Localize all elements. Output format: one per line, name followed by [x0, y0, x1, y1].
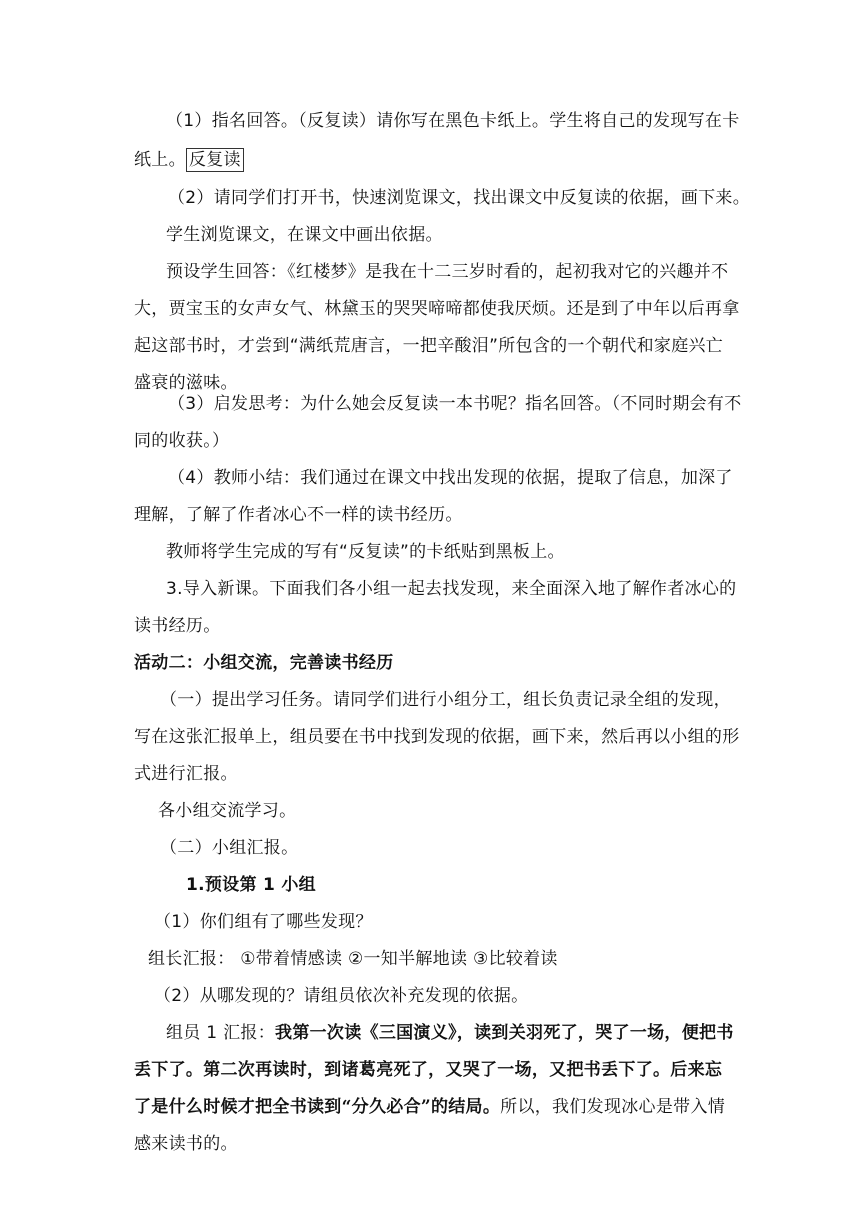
- paragraph-4-line-4: 盛衰的滋味。: [134, 373, 238, 393]
- paragraph-16-line-2: 丢下了。第二次再读时，到诸葛亮死了，又哭了一场，又把书丢下了。后来忘: [134, 1060, 723, 1080]
- paragraph-16-prefix: 组员 1 汇报：: [166, 1023, 276, 1043]
- paragraph-6-line-2: 理解，了解了作者冰心不一样的读书经历。: [134, 505, 463, 525]
- paragraph-8-line-2: 读书经历。: [134, 616, 221, 636]
- paragraph-9-line-3: 式进行汇报。: [134, 764, 238, 784]
- paragraph-15: （2）从哪发现的？请组员依次补充发现的依据。: [154, 986, 529, 1006]
- paragraph-5-line-1: （3）启发思考：为什么她会反复读一本书呢？指名回答。（不同时期会有不: [168, 394, 742, 414]
- paragraph-1-text: 纸上。: [134, 150, 186, 170]
- paragraph-10: 各小组交流学习。: [158, 801, 297, 821]
- paragraph-16-line-3: [134, 1096, 725, 1118]
- paragraph-9-line-1: （一）提出学习任务。请同学们进行小组分工，组长负责记录全组的发现，: [160, 690, 731, 710]
- paragraph-16-line-4: 感来读书的。: [134, 1134, 238, 1154]
- paragraph-14: 组长汇报： ①带着情感读 ②一知半解地读 ③比较着读: [148, 949, 558, 969]
- paragraph-8-line-1: 3.导入新课。下面我们各小组一起去找发现，来全面深入地了解作者冰心的: [166, 579, 737, 599]
- paragraph-11: （二）小组汇报。: [160, 838, 299, 858]
- paragraph-16-quote-1: 我第一次读《三国演义》，读到关羽死了，哭了一场，便把书: [275, 1023, 734, 1043]
- paragraph-16-line-1: [166, 1022, 734, 1044]
- section-heading: 活动二：小组交流，完善读书经历: [134, 653, 394, 673]
- paragraph-7: 教师将学生完成的写有“反复读”的卡纸贴到黑板上。: [166, 542, 565, 562]
- paragraph-1-line-2: [134, 149, 244, 171]
- paragraph-1-line-1: （1）指名回答。（反复读）请你写在黑色卡纸上。学生将自己的发现写在卡: [166, 111, 740, 131]
- paragraph-5-line-2: 同的收获。）: [134, 431, 230, 451]
- paragraph-3: 学生浏览课文，在课文中画出依据。: [166, 225, 443, 245]
- boxed-label: 反复读: [186, 148, 244, 172]
- paragraph-9-line-2: 写在这张汇报单上，组员要在书中找到发现的依据，画下来，然后再以小组的形: [134, 727, 740, 747]
- paragraph-4-line-2: 大，贾宝玉的女声女气、林黛玉的哭哭啼啼都使我厌烦。还是到了中年以后再拿: [134, 299, 740, 319]
- paragraph-16-quote-3: 了是什么时候才把全书读到“分久必合”的结局。: [134, 1097, 501, 1117]
- paragraph-2: （2）请同学们打开书，快速浏览课文，找出课文中反复读的依据，画下来。: [168, 188, 751, 208]
- paragraph-4-line-3: 起这部书时，才尝到“满纸荒唐言，一把辛酸泪”所包含的一个朝代和家庭兴亡: [134, 336, 724, 356]
- paragraph-4-line-1: 预设学生回答：《红楼梦》是我在十二三岁时看的，起初我对它的兴趣并不: [166, 262, 729, 282]
- paragraph-16-rest: 所以，我们发现冰心是带入情: [500, 1097, 726, 1117]
- subheading-group-1: 1.预设第 1 小组: [186, 875, 316, 895]
- paragraph-13: （1）你们组有了哪些发现？: [154, 912, 373, 932]
- paragraph-6-line-1: （4）教师小结：我们通过在课文中找出发现的依据，提取了信息，加深了: [168, 468, 733, 488]
